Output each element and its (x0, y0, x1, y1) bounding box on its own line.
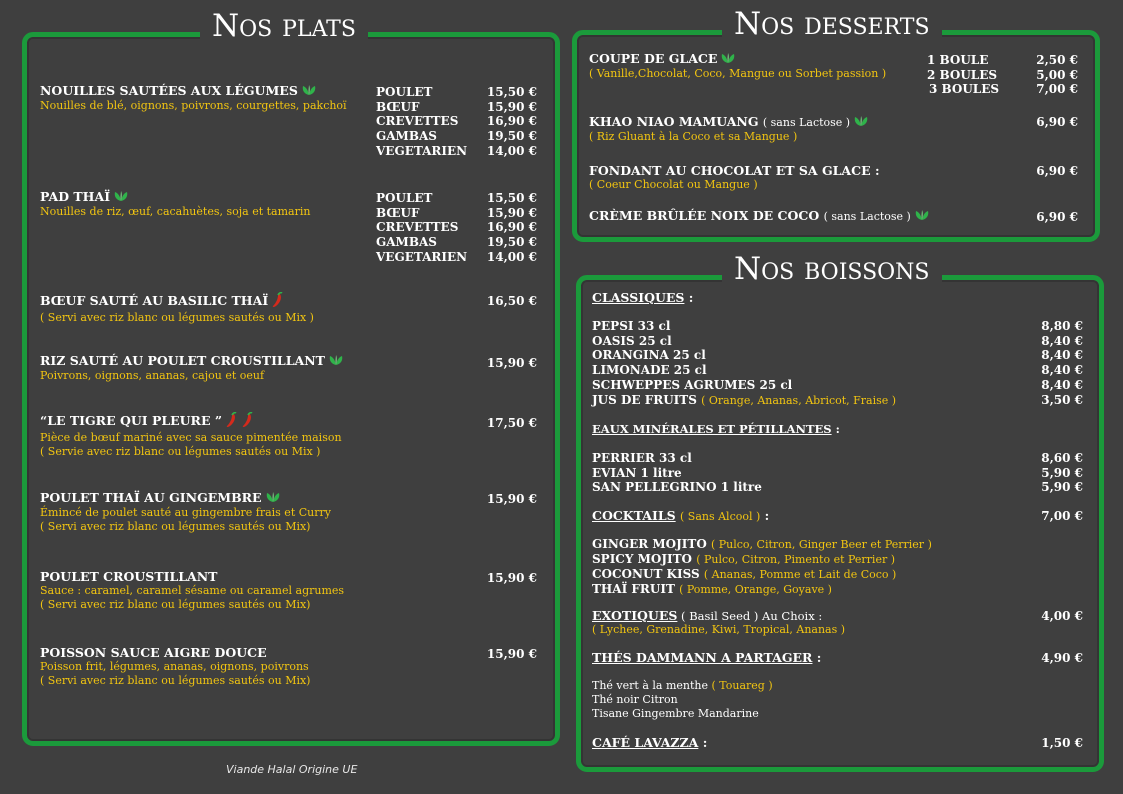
drink-name: SAN PELLEGRINO 1 litre (592, 480, 762, 495)
drink-name: COCONUT KISS (592, 567, 700, 581)
scoop-label: 3 BOULES (929, 82, 1000, 97)
drink-name: GINGER MOJITO (592, 537, 707, 551)
dish-description: Sauce : caramel, caramel sésame ou caramel agrumes (40, 584, 345, 597)
price: 4,00 € (1041, 609, 1083, 623)
dish-description: Poisson frit, légumes, ananas, oignons, poivrons (40, 660, 309, 673)
price: 2,50 € (1036, 53, 1078, 67)
dish-serving-note: ( Servi avec riz blanc ou légumes sautés ou Mix) (40, 520, 311, 533)
section-cocktails (592, 509, 769, 524)
drink-detail: ( Pomme, Orange, Goyave ) (679, 583, 832, 596)
dish-serving-note: ( Servi avec riz blanc ou légumes sautés ou Mix) (40, 674, 311, 687)
boissons-heading: Nos boissons (722, 252, 942, 286)
dessert-coupe-glace (589, 52, 886, 81)
price: 8,80 € (1041, 319, 1083, 333)
variant-list (376, 191, 467, 265)
section-detail: ( Lychee, Grenadine, Kiwi, Tropical, Ananas ) (592, 623, 846, 636)
price: 5,90 € (1041, 480, 1083, 495)
section-colon: : (698, 735, 708, 750)
price: 15,50 € (486, 85, 537, 99)
drink-name: PEPSI 33 cl (592, 319, 671, 333)
dessert-name: KHAO NIAO MAMUANG (589, 114, 759, 129)
dessert-description: ( Coeur Chocolat ou Mangue ) (589, 178, 758, 191)
halal-footnote: Viande Halal Origine UE (226, 763, 358, 776)
plats-heading: Nos plats (200, 9, 368, 43)
price: 15,90 € (486, 99, 537, 114)
drink-detail: ( Pulco, Citron, Ginger Beer et Perrier ) (710, 538, 932, 551)
price: 7,00 € (1036, 82, 1078, 97)
drink-name: SPICY MOJITO (592, 552, 693, 566)
price-list (470, 85, 537, 159)
chili-icon (270, 292, 284, 311)
dish-nouilles (40, 84, 347, 113)
tea-name: Thé noir Citron (592, 693, 678, 706)
dish-name: POULET THAÏ AU GINGEMBRE (40, 490, 262, 505)
dish-description: Nouilles de blé, oignons, poivrons, courgettes, pakchoï (40, 99, 347, 112)
dish-name: BŒUF SAUTÉ AU BASILIC THAÏ (40, 293, 269, 308)
section-title: THÉS DAMMANN A PARTAGER (592, 650, 813, 665)
section-title: EXOTIQUES (592, 608, 678, 623)
dish-description: Poivrons, oignons, ananas, cajou et oeuf (40, 369, 265, 382)
price: 8,60 € (1041, 451, 1083, 465)
price-list (1012, 53, 1078, 97)
dish-name: POULET CROUSTILLANT (40, 569, 218, 584)
dessert-creme-brulee (589, 209, 930, 224)
dish-name: RIZ SAUTÉ AU POULET CROUSTILLANT (40, 353, 325, 368)
dessert-lactose-note: ( sans Lactose ) (823, 210, 911, 223)
dish-name: NOUILLES SAUTÉES AUX LÉGUMES (40, 83, 298, 98)
price: 5,00 € (1036, 67, 1078, 82)
section-title: CLASSIQUES (592, 290, 685, 305)
variant-label: VEGETARIEN (376, 249, 468, 264)
price: 14,00 € (486, 143, 537, 158)
price: 8,40 € (1041, 348, 1083, 363)
tea-name: Thé vert à la menthe (592, 679, 708, 692)
variant-label: GAMBAS (376, 129, 437, 144)
price: 14,00 € (486, 249, 537, 264)
eaux-list (592, 451, 762, 495)
price: 7,00 € (1041, 509, 1083, 523)
variant-label: BŒUF (376, 205, 420, 220)
classiques-list (592, 319, 896, 408)
chili-icon (240, 412, 254, 431)
scoop-list (927, 53, 999, 97)
leaf-icon (113, 190, 129, 205)
price: 19,50 € (486, 129, 537, 144)
dish-poisson-aigre-douce (40, 646, 310, 688)
dish-boeuf-basilic (40, 292, 314, 325)
drink-detail: ( Orange, Ananas, Abricot, Fraise ) (701, 393, 897, 407)
price: 5,90 € (1041, 465, 1083, 480)
dish-description: Nouilles de riz, œuf, cacahuètes, soja et tamarin (40, 205, 311, 218)
price: 3,50 € (1041, 392, 1083, 407)
drink-name: JUS DE FRUITS (592, 392, 697, 407)
cocktails-list (592, 537, 932, 597)
chili-icon (224, 412, 238, 431)
dish-description: ( Servi avec riz blanc ou légumes sautés ou Mix ) (40, 311, 314, 324)
price: 6,90 € (1036, 164, 1078, 178)
thes-list (592, 679, 773, 721)
dish-name: POISSON SAUCE AIGRE DOUCE (40, 645, 267, 660)
leaf-icon (720, 52, 736, 67)
section-colon: : (831, 422, 840, 436)
variant-label: VEGETARIEN (376, 143, 468, 158)
dessert-name: FONDANT AU CHOCOLAT ET SA GLACE : (589, 163, 880, 178)
section-colon: : (760, 508, 770, 523)
variant-label: POULET (376, 85, 433, 99)
desserts-heading: Nos desserts (722, 7, 942, 41)
section-exotiques (592, 609, 845, 637)
price: 15,90 € (486, 356, 537, 370)
variant-label: CREVETTES (376, 114, 459, 129)
section-colon: : (812, 650, 822, 665)
price: 15,50 € (486, 191, 537, 205)
section-title: CAFÉ LAVAZZA (592, 735, 699, 750)
dish-serving-note: ( Servi avec riz blanc ou légumes sautés ou Mix) (40, 598, 311, 611)
leaf-icon (853, 115, 869, 130)
price: 17,50 € (486, 416, 537, 430)
dish-name: “LE TIGRE QUI PLEURE ” (40, 413, 223, 428)
price: 8,40 € (1041, 377, 1083, 392)
section-title: COCKTAILS (592, 508, 676, 523)
price: 6,90 € (1036, 210, 1078, 224)
price: 15,90 € (486, 205, 537, 220)
leaf-icon (265, 491, 281, 506)
scoop-label: 2 BOULES (927, 67, 998, 82)
variant-label: BŒUF (376, 99, 420, 114)
scoop-label: 1 BOULE (927, 53, 989, 67)
drink-name: PERRIER 33 cl (592, 451, 692, 465)
price: 16,90 € (486, 114, 537, 129)
section-thes (592, 651, 821, 665)
drink-detail: ( Pulco, Citron, Pimento et Perrier ) (696, 553, 896, 566)
dish-serving-note: ( Servie avec riz blanc ou légumes sautés ou Mix ) (40, 445, 321, 458)
variant-label: CREVETTES (376, 220, 459, 235)
variant-label: POULET (376, 191, 433, 205)
dish-riz-saute (40, 354, 344, 383)
leaf-icon (328, 354, 344, 369)
tea-detail: ( Touareg ) (708, 679, 773, 692)
section-cafe (592, 736, 707, 750)
drink-name: EVIAN 1 litre (592, 465, 682, 480)
section-colon: : (684, 290, 694, 305)
dish-tigre-qui-pleure (40, 412, 342, 459)
drink-name: ORANGINA 25 cl (592, 348, 706, 363)
section-eaux (592, 422, 840, 436)
section-title: EAUX MINÉRALES ET PÉTILLANTES (592, 422, 832, 436)
dessert-lactose-note: ( sans Lactose ) (762, 116, 851, 129)
eaux-prices (1016, 451, 1083, 495)
tea-name: Tisane Gingembre Mandarine (592, 707, 759, 720)
leaf-icon (914, 209, 930, 224)
dish-poulet-gingembre (40, 491, 331, 534)
dish-poulet-croustillant (40, 570, 344, 612)
price: 15,90 € (486, 647, 537, 661)
drink-name: THAÏ FRUIT (592, 582, 675, 596)
price: 15,90 € (486, 571, 537, 585)
drink-name: SCHWEPPES AGRUMES 25 cl (592, 377, 793, 392)
drink-name: OASIS 25 cl (592, 333, 672, 348)
price: 6,90 € (1036, 115, 1078, 129)
price: 4,90 € (1041, 651, 1083, 665)
dish-description: Pièce de bœuf mariné avec sa sauce pimentée maison (40, 431, 342, 444)
dish-name: PAD THAÏ (40, 189, 111, 204)
variant-label: GAMBAS (376, 235, 437, 250)
drink-name: LIMONADE 25 cl (592, 363, 707, 378)
variant-list (376, 85, 467, 159)
section-subtitle: ( Basil Seed ) Au Choix : (677, 609, 823, 623)
drink-detail: ( Ananas, Pomme et Lait de Coco ) (703, 568, 897, 581)
price: 19,50 € (486, 235, 537, 250)
section-detail: ( Sans Alcool ) (680, 510, 761, 523)
price: 8,40 € (1041, 333, 1083, 348)
dish-pad-thai (40, 190, 310, 219)
dessert-fondant (589, 164, 880, 192)
price: 16,90 € (486, 220, 537, 235)
dessert-khao-niao (589, 115, 869, 144)
section-classiques (592, 291, 693, 305)
dessert-description: ( Vanille,Chocolat, Coco, Mangue ou Sorbet passion ) (589, 67, 887, 80)
price-list (470, 191, 537, 265)
leaf-icon (301, 84, 317, 99)
price: 16,50 € (486, 294, 537, 308)
dessert-name: COUPE DE GLACE (589, 51, 718, 66)
price: 1,50 € (1041, 736, 1083, 750)
classiques-prices (1016, 319, 1083, 407)
price: 8,40 € (1041, 363, 1083, 378)
dish-description: Émincé de poulet sauté au gingembre frais et Curry (40, 506, 331, 519)
dessert-name: CRÈME BRÛLÉE NOIX DE COCO (589, 208, 820, 223)
price: 15,90 € (486, 492, 537, 506)
dessert-description: ( Riz Gluant à la Coco et sa Mangue ) (589, 130, 798, 143)
